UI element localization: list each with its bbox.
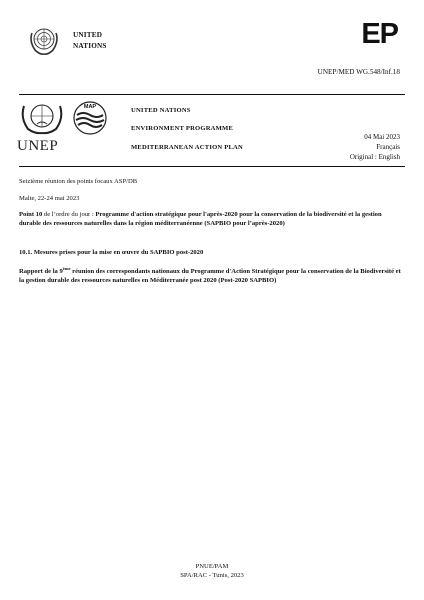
- un-emblem-icon: [27, 25, 61, 57]
- un-name-line1: UNITED: [73, 31, 103, 39]
- footer: [0, 563, 424, 580]
- ep-mark: EP: [361, 18, 398, 50]
- agenda-label: Point 10: [19, 211, 43, 218]
- subitem-title: 10.1. Mesures prises pour la mise en œuvre du SAPBIO post-2020: [19, 249, 204, 256]
- report-title-pre: Rapport de la 9: [19, 268, 63, 276]
- programme-line2: ENVIRONMENT PROGRAMME: [131, 125, 234, 132]
- report-title: [19, 265, 405, 285]
- agenda-item: [19, 211, 405, 228]
- document-date: 04 Mai 2023: [364, 133, 400, 141]
- original-language: Original : English: [349, 153, 400, 161]
- footer-line2: SPA/RAC - Tunis, 2023: [180, 571, 244, 579]
- programme-line1: UNITED NATIONS: [131, 107, 191, 114]
- top-rule: [19, 94, 405, 95]
- programme-line3: MEDITERRANEAN ACTION PLAN: [131, 144, 243, 151]
- footer-line1: PNUE/PAM: [195, 563, 229, 570]
- unep-logo-text: UNEP: [17, 138, 59, 154]
- agenda-mid: de l’ordre du jour :: [42, 211, 96, 218]
- meeting-title: Seizième réunion des points focaux ASP/DB: [19, 178, 138, 185]
- report-title-sup: ème: [62, 266, 71, 271]
- un-name-line2: NATIONS: [73, 42, 107, 50]
- document-language: Français: [376, 143, 400, 151]
- map-logo-text: MAP: [83, 104, 97, 110]
- unep-emblem-icon: [17, 98, 67, 136]
- meeting-location: Malte, 22-24 mai 2023: [19, 195, 80, 202]
- document-symbol: UNEP/MED WG.548/Inf.18: [317, 68, 400, 76]
- bottom-rule: [19, 166, 405, 167]
- report-title-post: réunion des correspondants nationaux du Programme d'Action Stratégique pour la conservation de la Biodiversité et la gestion durable des ressources naturelles en Méditerranée post 2020 (Post-2020 SAPBIO): [19, 268, 401, 284]
- un-name: [73, 30, 107, 52]
- unep-logo: [17, 98, 67, 152]
- agenda-title: Programme d'action stratégique pour l'après-2020 pour la conservation de la biodiversité et la gestion durable des ressources naturelles dans la région méditerranéenne (SAPBIO pour l’après-2020): [19, 211, 382, 227]
- map-logo-icon: [72, 100, 108, 136]
